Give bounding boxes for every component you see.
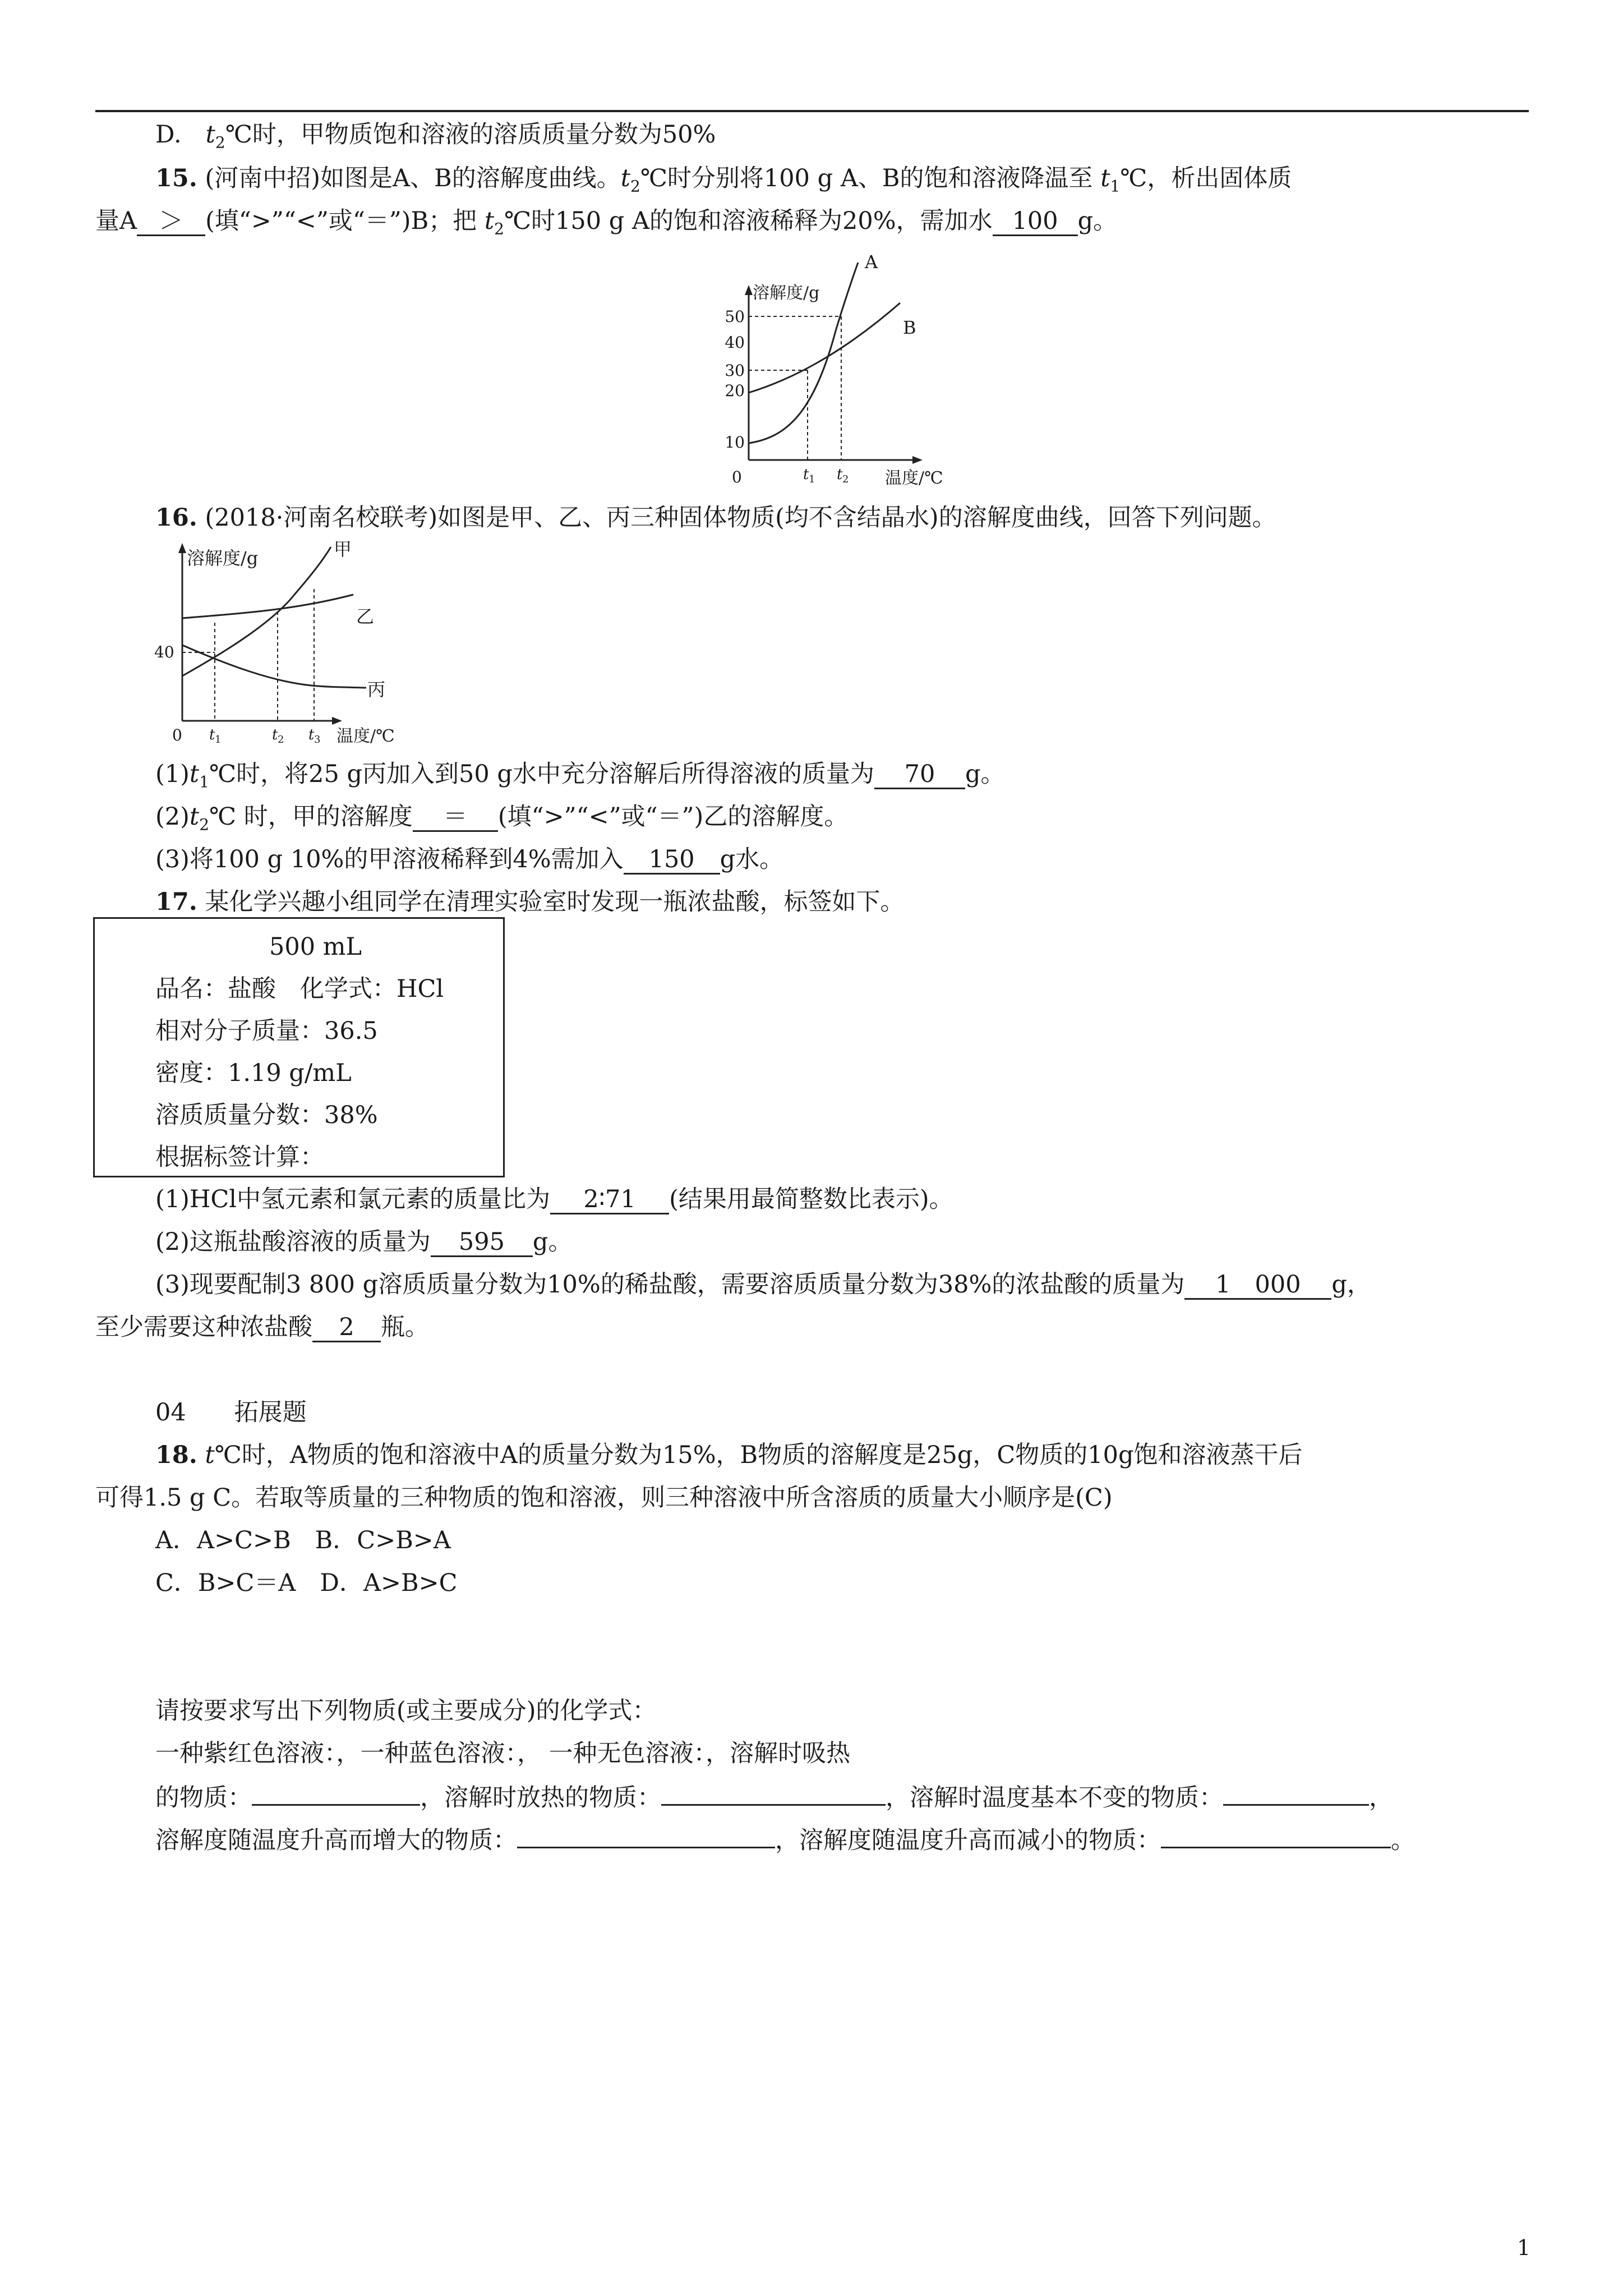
x-tick-t2: t	[837, 466, 843, 483]
q17-part3: (3)现要配制3 800 g溶质质量分数为10%的稀盐酸，需要溶质质量分数为38%的浓盐酸的质量为 1 000 g，	[155, 1271, 1371, 1299]
x-tick-t1: t	[209, 726, 215, 743]
q15-solubility-figure	[707, 252, 976, 488]
q16-part3: (3)将100 g 10%的甲溶液稀释到4%需加入 150 g水。	[155, 845, 784, 873]
q15-answer-2: 100	[993, 208, 1078, 236]
svg-text:2: 2	[842, 473, 849, 485]
q18-line1: 18. t℃时，A物质的饱和溶液中A的质量分数为15%，B物质的溶解度是25g，C物质的10g饱和溶液蒸干后	[155, 1441, 1303, 1469]
q16-answer-2: ＝	[413, 803, 498, 832]
label-molecular-mass: 相对分子质量：36.5	[155, 1017, 378, 1045]
svg-text:3: 3	[314, 734, 321, 746]
y-tick-20: 20	[725, 381, 745, 400]
q15-line2: 量A ＞ (填“>”“<”或“＝”)B；把 $t_2℃$时150 g A的饱和溶液稀释为20%，需加水 100 g。	[95, 207, 1118, 238]
q17-part1: (1)HCl中氢元素和氯元素的质量比为 2∶71 (结果用最简整数比表示)。	[155, 1185, 953, 1213]
origin-label: 0	[172, 726, 182, 744]
extra-line4: 溶解度随温度升高而增大的物质： ，溶解度随温度升高而减小的物质： 。	[155, 1823, 1415, 1856]
q14-option-d: D. $t_2℃$时，甲物质饱和溶液的溶质质量分数为50%	[155, 121, 716, 152]
q16-solubility-figure	[143, 539, 429, 752]
extra-line1: 请按要求写出下列物质(或主要成分)的化学式：	[155, 1697, 657, 1725]
q15-line1: 15. (河南中招)如图是A、B的溶解度曲线。$t_2℃$时分别将100 g A、B的饱和溶液降温至 $t_1℃$，析出固体质	[155, 164, 1292, 196]
q16-part2: $(2)t_2℃$ 时，甲的溶解度 ＝ (填“>”“<”或“＝”)乙的溶解度。	[155, 803, 849, 834]
y-tick-50: 50	[725, 307, 745, 326]
q16-answer-1: 70	[874, 761, 965, 789]
curve-jia-label: 甲	[334, 539, 352, 560]
curve-bing-label: 丙	[367, 679, 386, 700]
q16-stem: 16. (2018·河南名校联考)如图是甲、乙、丙三种固体物质(均不含结晶水)的溶解度曲线，回答下列问题。	[155, 504, 1276, 532]
curve-yi	[182, 595, 353, 618]
q17-answer-2: 595	[431, 1228, 533, 1257]
label-name: 品名：盐酸 化学式：HCl	[155, 975, 444, 1003]
svg-text:1: 1	[215, 734, 222, 746]
q17-part4: 至少需要这种浓盐酸 2 瓶。	[95, 1313, 429, 1341]
x-tick-t3: t	[308, 726, 315, 743]
x-axis-label: 温度/℃	[885, 468, 943, 488]
q18-options-2: C．B>C＝A D．A>B>C	[155, 1569, 458, 1597]
y-tick-40: 40	[154, 643, 174, 661]
q18-line2: 可得1.5 g C。若取等质量的三种物质的饱和溶液，则三种溶液中所含溶质的质量大小顺序是(C)	[95, 1484, 1113, 1512]
curve-a-label: A	[865, 252, 878, 273]
blank-increasing[interactable]	[517, 1823, 775, 1848]
curve-bing	[182, 645, 366, 688]
q17-answer-1: 2∶71	[550, 1186, 669, 1214]
y-axis-label: 溶解度/g	[753, 283, 820, 303]
section-04-heading: 04 拓展题	[155, 1398, 307, 1427]
q16-part1: $(1)t_1℃$时，将25 g丙加入到50 g水中充分溶解后所得溶液的质量为 70 g。	[155, 760, 1005, 792]
extra-line3: 的物质： ，溶解时放热的物质： ，溶解时温度基本不变的物质： ，	[155, 1780, 1393, 1814]
label-density: 密度：1.19 g/mL	[155, 1059, 352, 1087]
y-tick-40: 40	[725, 333, 745, 352]
label-volume: 500 mL	[269, 933, 362, 961]
label-calc-note: 根据标签计算：	[155, 1143, 324, 1171]
blank-neutral[interactable]	[1223, 1780, 1369, 1806]
extra-line2: 一种紫红色溶液：，一种蓝色溶液：， 一种无色溶液：，溶解时吸热	[155, 1740, 851, 1768]
curve-yi-label: 乙	[356, 606, 375, 627]
page-number: 1	[1517, 2235, 1531, 2260]
svg-text:2: 2	[278, 734, 284, 746]
q17-answer-4: 2	[312, 1314, 381, 1342]
blank-decreasing[interactable]	[1161, 1823, 1391, 1848]
q17-answer-3: 1 000	[1184, 1271, 1331, 1300]
x-axis-label: 温度/℃	[336, 726, 395, 746]
x-tick-t2: t	[272, 726, 278, 743]
y-tick-10: 10	[725, 433, 745, 452]
q18-options-1: A．A>C>B B．C>B>A	[155, 1526, 451, 1554]
blank-endothermic[interactable]	[252, 1780, 420, 1806]
label-mass-fraction: 溶质质量分数：38%	[155, 1101, 378, 1129]
q17-stem: 17. 某化学兴趣小组同学在清理实验室时发现一瓶浓盐酸，标签如下。	[155, 888, 905, 916]
curve-b-label: B	[903, 317, 916, 338]
origin-label: 0	[732, 468, 742, 486]
y-tick-30: 30	[725, 361, 745, 380]
q17-part2: (2)这瓶盐酸溶液的质量为 595 g。	[155, 1228, 573, 1256]
svg-text:1: 1	[809, 473, 815, 485]
y-axis-label: 溶解度/g	[187, 547, 259, 569]
q16-answer-3: 150	[624, 846, 720, 875]
q15-answer-1: ＞	[137, 208, 205, 236]
x-tick-t1: t	[803, 466, 809, 483]
header-rule	[95, 110, 1529, 112]
blank-exothermic[interactable]	[661, 1780, 886, 1806]
